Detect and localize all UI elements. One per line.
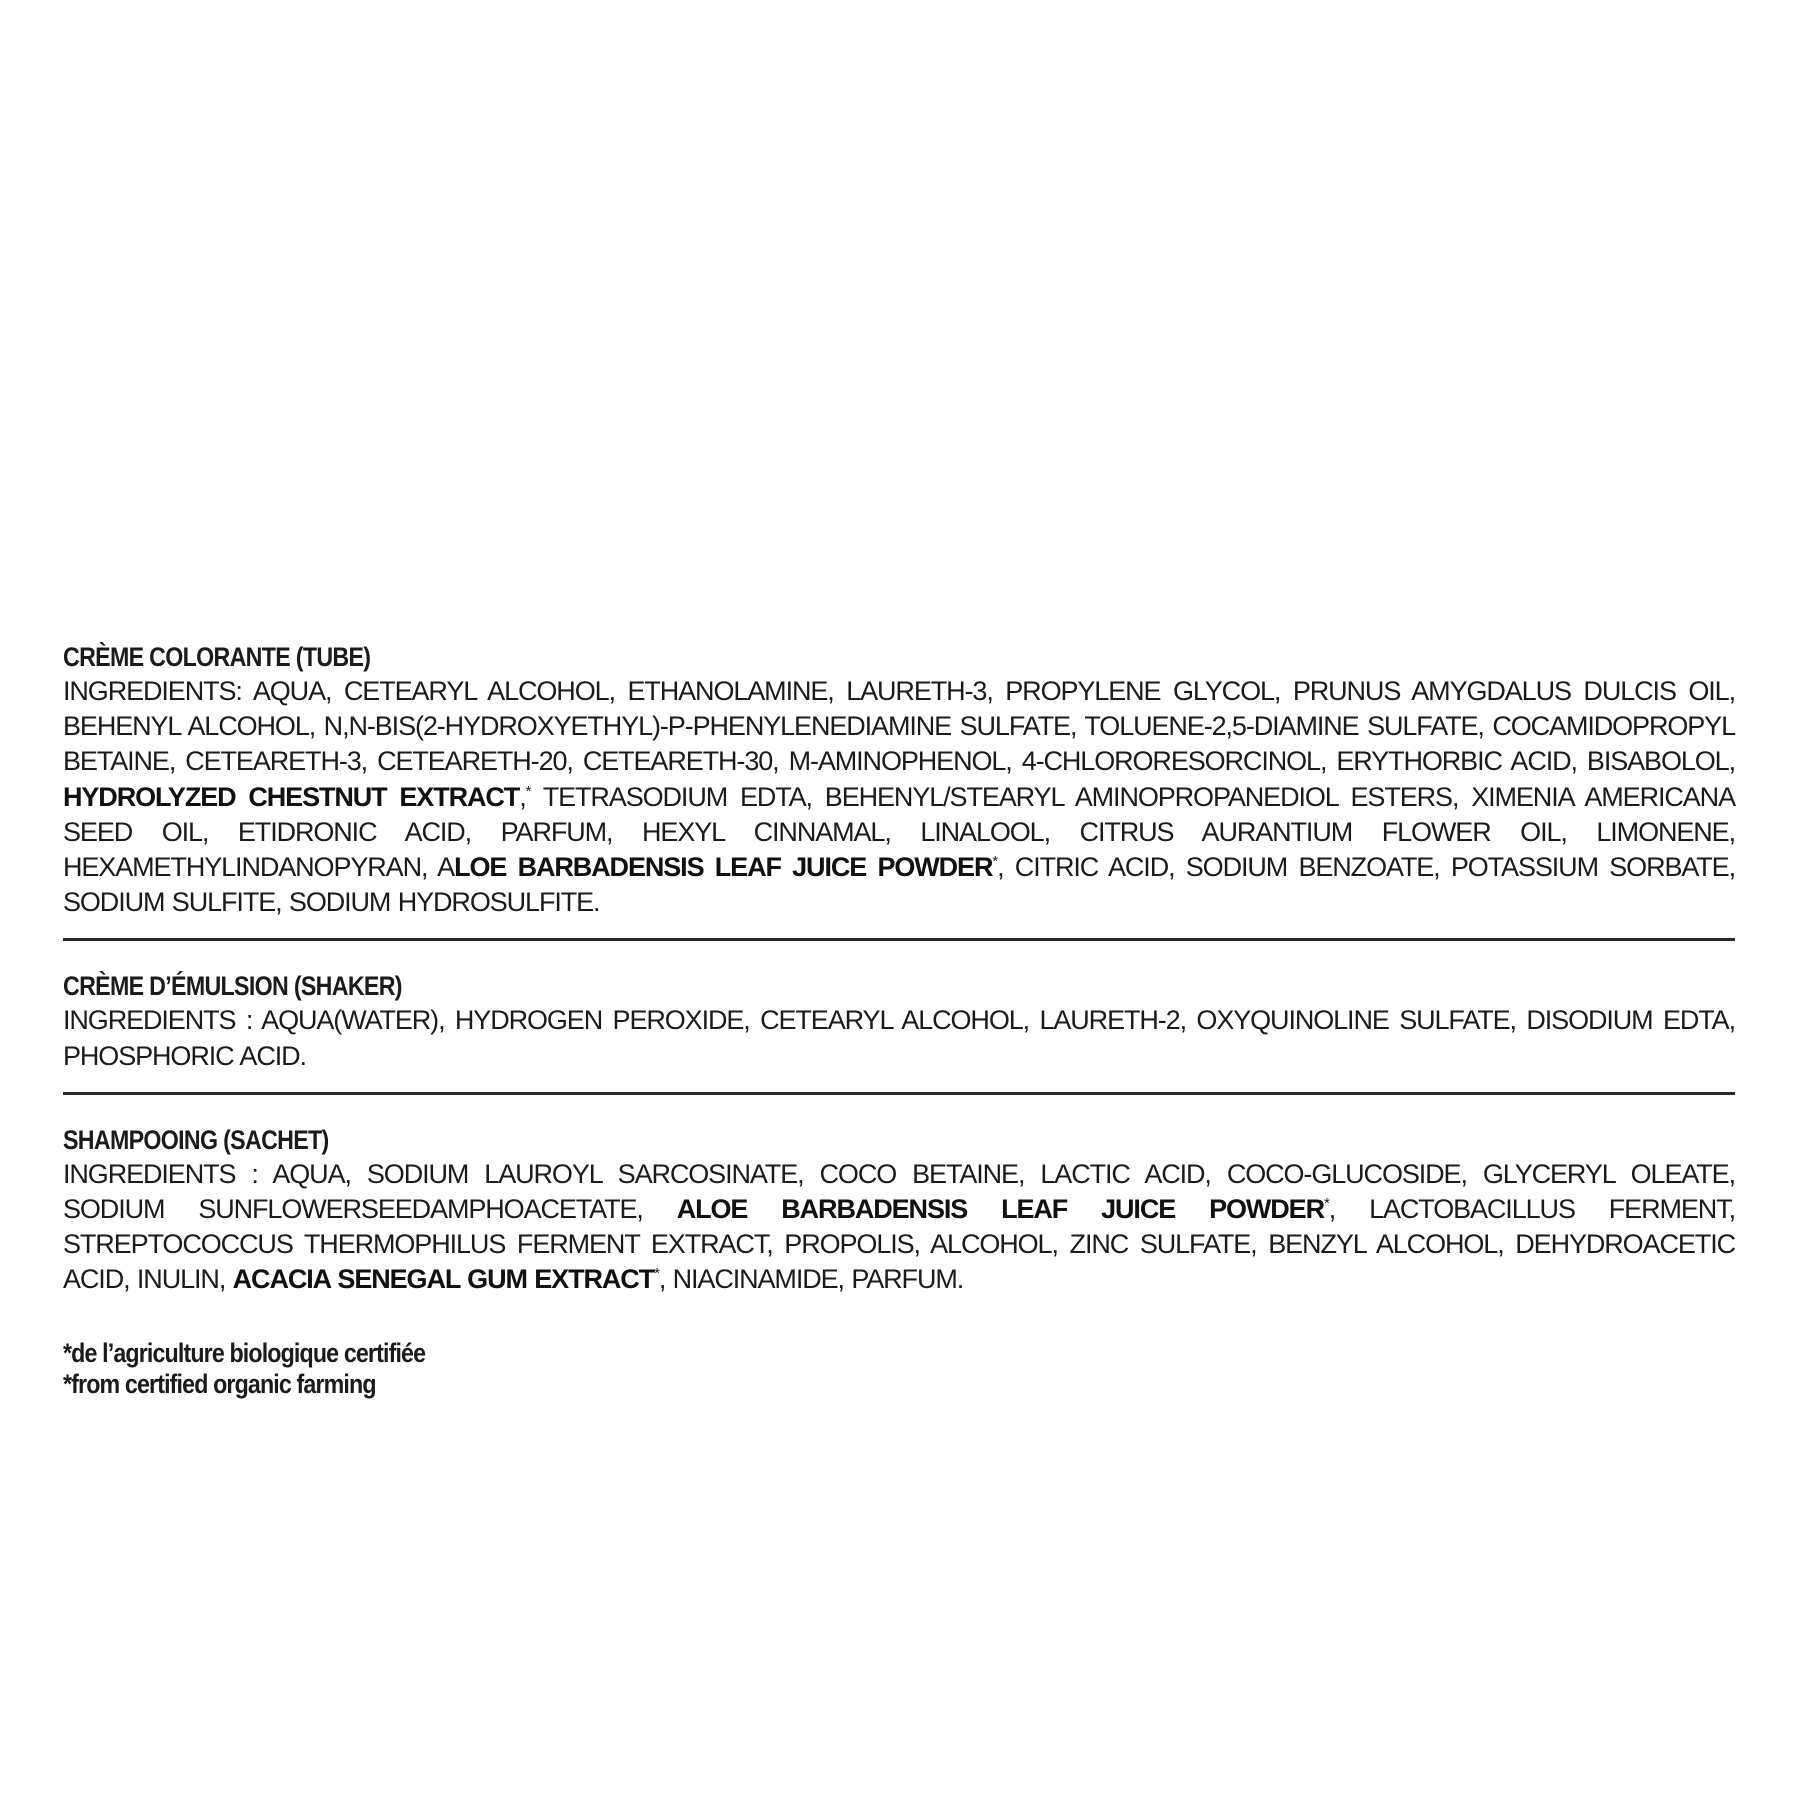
ingredients-text: , NIACINAMIDE, PARFUM. xyxy=(658,1264,964,1295)
section-divider xyxy=(63,938,1735,941)
ingredients-text: , xyxy=(519,781,526,812)
section-title: SHAMPOOING (SACHET) xyxy=(63,1124,329,1155)
footnote-french: *de l’agriculture biologique certifiée xyxy=(63,1337,426,1368)
ingredients-list xyxy=(63,674,1735,920)
organic-asterisk: * xyxy=(525,782,531,800)
section-creme-colorante xyxy=(63,640,1735,920)
section-title: CRÈME D’ÉMULSION (SHAKER) xyxy=(63,971,402,1002)
ingredients-text: INGREDIENTS: AQUA, CETEARYL ALCOHOL, ETHANOLAMINE, LAURETH-3, PROPYLENE GLYCOL, PRUNUS AMYGDALUS DULCIS OIL, BEHENYL ALCOHOL, N,N-BIS(2-HYDROXYETHYL)-P-PHENYLENEDIAMINE SULFATE, TOLUENE-2,5-DIAMINE SULFATE, COCAMIDOPROPYL BETAINE, CETEARETH-3, CETEARETH-20, CETEARETH-30, M-AMINOPHENOL, 4-CHLORORESORCINOL, ERYTHORBIC ACID, BISABOLOL, xyxy=(63,676,1735,777)
ingredients-list xyxy=(63,1157,1735,1298)
ingredients-text: TETRASODIUM EDTA, BEHENYL/STEARYL AMINOPROPANEDIOL ESTERS, XIMENIA AMERICANA SEED OIL, ETIDRONIC ACID, PARFUM, HEXYL CINNAMAL, LINALOOL, CITRUS AURANTIUM FLOWER OIL, LIMONENE, HEXAMETHYLINDANOPYRAN, A xyxy=(63,781,1735,883)
organic-ingredient: ALOE BARBADENSIS LEAF JUICE POWDER xyxy=(676,1194,1324,1225)
ingredients-text: , LACTOBACILLUS FERMENT, STREPTOCOCCUS THERMOPHILUS FERMENT EXTRACT, PROPOLIS, ALCOHOL, ZINC SULFATE, BENZYL ALCOHOL, DEHYDROACETIC ACID, INULIN, xyxy=(63,1194,1735,1295)
ingredients-text: INGREDIENTS : AQUA(WATER), HYDROGEN PEROXIDE, CETEARYL ALCOHOL, LAURETH-2, OXYQUINOLINE SULFATE, DISODIUM EDTA, PHOSPHORIC ACID. xyxy=(63,1005,1735,1071)
footnotes xyxy=(63,1338,1735,1400)
organic-ingredient: ACACIA SENEGAL GUM EXTRACT xyxy=(232,1264,655,1295)
ingredients-text: INGREDIENTS : AQUA, SODIUM LAUROYL SARCOSINATE, COCO BETAINE, LACTIC ACID, COCO-GLUCOSIDE, GLYCERYL OLEATE, SODIUM SUNFLOWERSEEDAMPHOACETATE, xyxy=(63,1158,1735,1225)
organic-asterisk: * xyxy=(992,853,998,871)
ingredients-list xyxy=(63,1003,1735,1073)
ingredients-text: , CITRIC ACID, SODIUM BENZOATE, POTASSIUM SORBATE, SODIUM SULFITE, SODIUM HYDROSULFITE. xyxy=(63,852,1735,918)
section-creme-emulsion xyxy=(63,969,1735,1073)
section-title: CRÈME COLORANTE (TUBE) xyxy=(63,642,371,672)
section-divider xyxy=(63,1092,1735,1095)
organic-ingredient: HYDROLYZED CHESTNUT EXTRACT xyxy=(63,781,520,812)
section-shampooing xyxy=(63,1123,1735,1298)
ingredients-document xyxy=(63,640,1735,1400)
organic-ingredient: LOE BARBADENSIS LEAF JUICE POWDER xyxy=(454,852,993,883)
organic-asterisk: * xyxy=(1323,1195,1329,1213)
footnote-english: *from certified organic farming xyxy=(63,1368,376,1399)
organic-asterisk: * xyxy=(654,1265,659,1283)
